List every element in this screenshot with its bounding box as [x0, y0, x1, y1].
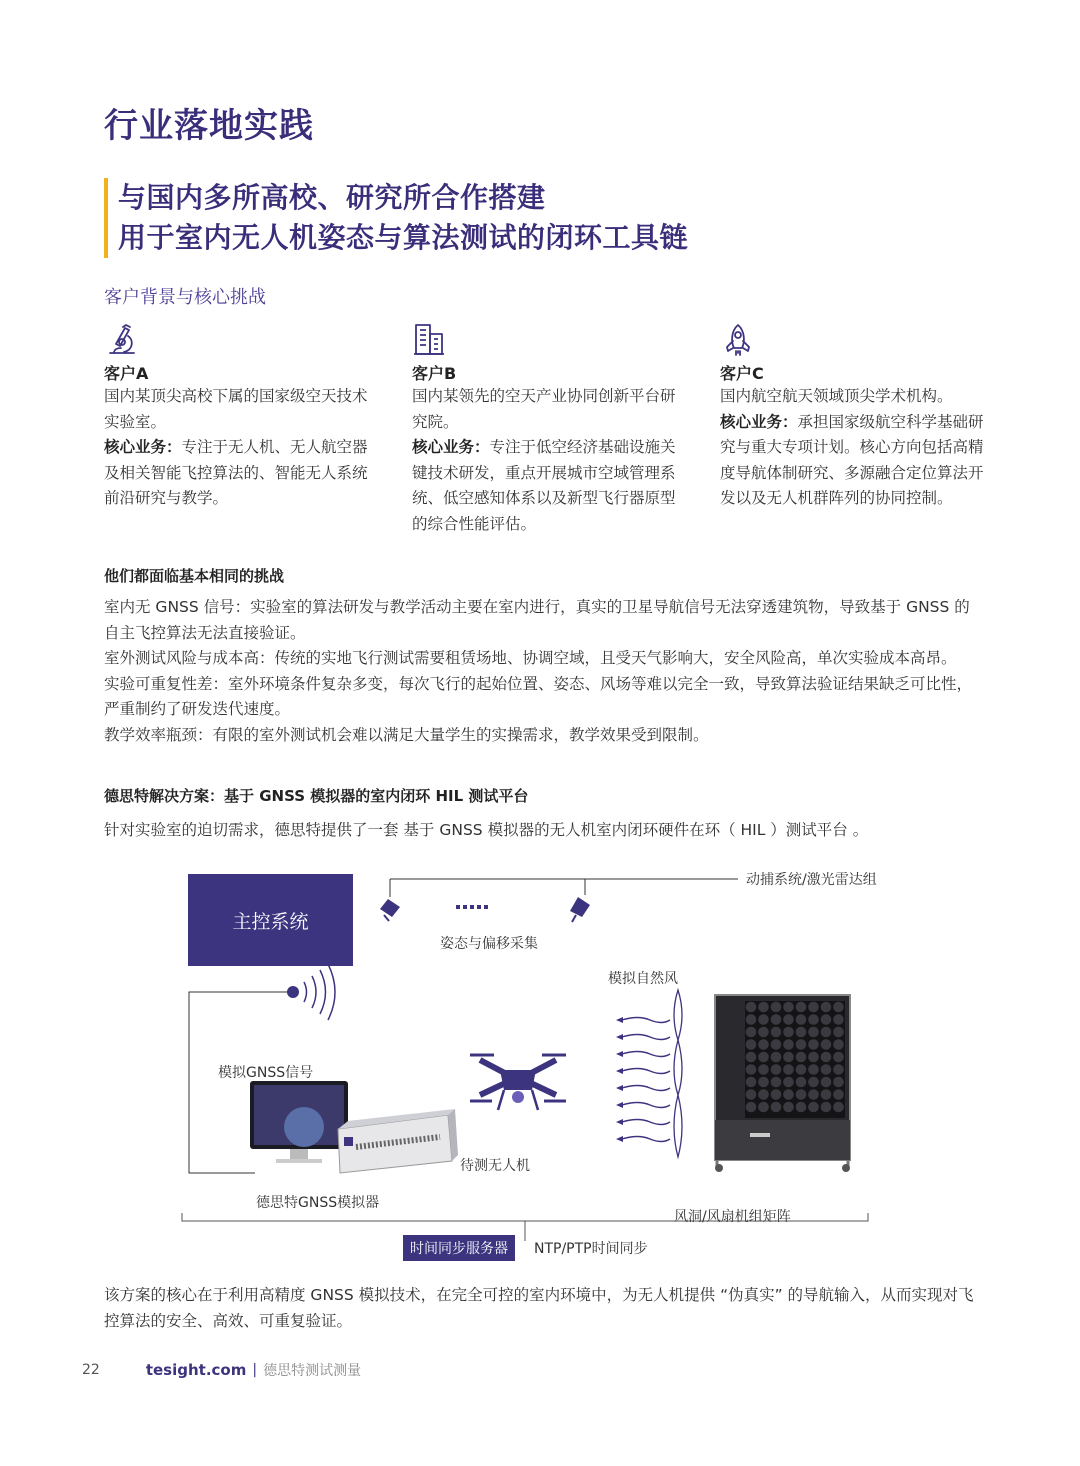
- fan-cell: [796, 1077, 807, 1088]
- footer-separator: |: [252, 1362, 258, 1378]
- fan-cell: [783, 1089, 794, 1100]
- headline-line-2: 用于室内无人机姿态与算法测试的闭环工具链: [118, 221, 689, 254]
- wind-tunnel-label: 风洞/风扇机组矩阵: [674, 1209, 791, 1225]
- fan-cell: [746, 1027, 757, 1038]
- building-icon: [412, 322, 448, 358]
- propeller-blades: [674, 990, 682, 1157]
- solution-heading: 德思特解决方案：基于 GNSS 模拟器的室内闭环 HIL 测试平台: [104, 787, 529, 805]
- fan-cell: [758, 1102, 769, 1113]
- fan-cell: [808, 1089, 819, 1100]
- microscope-icon: [104, 322, 140, 358]
- system-diagram: [180, 865, 900, 1265]
- customer-b-business-label: 核心业务：: [412, 438, 490, 456]
- site-link[interactable]: tesight.com: [145, 1361, 247, 1379]
- fan-cell: [746, 1102, 757, 1113]
- gnss-simulator-label: 德思特GNSS模拟器: [256, 1195, 380, 1211]
- challenge-item: 教学效率瓶颈：有限的室外测试机会难以满足大量学生的实操需求，教学效果受到限制。: [104, 725, 709, 744]
- fan-cell: [821, 1089, 832, 1100]
- fan-cell: [833, 1014, 844, 1025]
- gnss-simulator-image: [338, 1109, 458, 1173]
- fan-cell: [833, 1064, 844, 1075]
- fan-cell: [796, 1064, 807, 1075]
- fan-matrix-image: [715, 995, 850, 1172]
- fan-cell: [783, 1064, 794, 1075]
- drone-image: [470, 1055, 566, 1110]
- fan-cell: [758, 1077, 769, 1088]
- fan-cell: [821, 1052, 832, 1063]
- fan-cell: [771, 1064, 782, 1075]
- customer-a-business-label: 核心业务：: [104, 438, 182, 456]
- fan-cell: [796, 1089, 807, 1100]
- solution-intro: 针对实验室的迫切需求，德思特提供了一套 基于 GNSS 模拟器的无人机室内闭环硬件在环（ HIL ）测试平台 。: [104, 821, 869, 839]
- fan-cell: [833, 1089, 844, 1100]
- fan-cell: [796, 1102, 807, 1113]
- attitude-collection-label: 姿态与偏移采集: [440, 936, 538, 952]
- customer-b-business: 专注于低空经济基础设施关键技术研发，重点开展城市空域管理系统、低空感知体系以及新型飞行器原型的综合性能评估。: [412, 438, 676, 533]
- fan-cell: [808, 1102, 819, 1113]
- fan-cell: [771, 1089, 782, 1100]
- customer-a-description: 国内某顶尖高校下属的国家级空天技术实验室。: [104, 387, 368, 431]
- wind-arrowheads: [616, 1017, 623, 1142]
- customer-c-name: 客户C: [720, 364, 764, 383]
- fan-cell: [771, 1014, 782, 1025]
- fan-cell: [821, 1039, 832, 1050]
- customer-card-c: [720, 322, 990, 512]
- fan-cell: [783, 1102, 794, 1113]
- fan-cell: [783, 1052, 794, 1063]
- customer-b-name: 客户B: [412, 364, 457, 383]
- challenge-item: 实验可重复性差：室外环境条件复杂多变，每次飞行的起始位置、姿态、风场等难以完全一致，导致算法验证结果缺乏可比性，严重制约了研发迭代速度。: [104, 674, 973, 718]
- challenges-heading: 他们都面临基本相同的挑战: [104, 567, 285, 585]
- fan-cell: [758, 1089, 769, 1100]
- challenge-item: 室内无 GNSS 信号：实验室的算法研发与教学活动主要在室内进行，真实的卫星导航信号无法穿透建筑物，导致基于 GNSS 的自主飞控算法无法直接验证。: [104, 598, 970, 642]
- fan-cell: [746, 1039, 757, 1050]
- customer-card-b: [412, 322, 682, 537]
- fan-cell: [808, 1039, 819, 1050]
- fan-cell: [783, 1002, 794, 1013]
- challenges-list: [104, 595, 974, 748]
- drone-under-test-label: 待测无人机: [460, 1158, 530, 1174]
- fan-cell: [746, 1064, 757, 1075]
- fan-cell: [746, 1002, 757, 1013]
- fan-cell: [746, 1014, 757, 1025]
- fan-cell: [758, 1002, 769, 1013]
- fan-cell: [758, 1039, 769, 1050]
- fan-cell: [821, 1014, 832, 1025]
- fan-cell: [758, 1027, 769, 1038]
- fan-cell: [796, 1052, 807, 1063]
- customer-card-a: [104, 322, 374, 512]
- dotted-connector: [456, 905, 488, 909]
- fan-cell: [758, 1064, 769, 1075]
- fan-cell: [808, 1027, 819, 1038]
- fan-cell: [833, 1102, 844, 1113]
- section-label: 客户背景与核心挑战: [104, 287, 266, 308]
- fan-cell: [833, 1039, 844, 1050]
- fan-cell: [771, 1102, 782, 1113]
- simulated-wind-label: 模拟自然风: [608, 971, 678, 987]
- fan-cell: [746, 1052, 757, 1063]
- conclusion-text: 该方案的核心在于利用高精度 GNSS 模拟技术，在完全可控的室内环境中，为无人机提供 “伪真实” 的导航输入，从而实现对飞控算法的安全、高效、可重复验证。: [104, 1286, 974, 1330]
- fan-cell: [783, 1039, 794, 1050]
- fan-cell: [783, 1077, 794, 1088]
- fan-cell: [746, 1089, 757, 1100]
- fan-cell: [771, 1002, 782, 1013]
- fan-cell: [796, 1039, 807, 1050]
- fan-cell: [746, 1077, 757, 1088]
- headline: [104, 178, 688, 258]
- fan-cell: [833, 1027, 844, 1038]
- customer-b-description: 国内某领先的空天产业协同创新平台研究院。: [412, 387, 676, 431]
- fan-cell: [808, 1077, 819, 1088]
- fan-cell: [821, 1077, 832, 1088]
- page-number: 22: [82, 1362, 100, 1378]
- fan-cell: [771, 1039, 782, 1050]
- fan-cell: [808, 1014, 819, 1025]
- fan-cell: [833, 1052, 844, 1063]
- customer-c-business-label: 核心业务：: [720, 412, 798, 431]
- fan-cell: [821, 1027, 832, 1038]
- simulated-gnss-label: 模拟GNSS信号: [218, 1065, 314, 1081]
- fan-cell: [796, 1027, 807, 1038]
- fan-cell: [796, 1014, 807, 1025]
- rocket-icon: [720, 322, 756, 358]
- motion-capture-label: 动捕系统/激光雷达组: [746, 872, 877, 888]
- camera-icon-left: [380, 899, 400, 921]
- fan-cell: [771, 1052, 782, 1063]
- fan-cell: [833, 1077, 844, 1088]
- main-control-box: 主控系统: [188, 874, 353, 966]
- fan-cell: [771, 1077, 782, 1088]
- customer-a-business: 专注于无人机、无人航空器及相关智能飞控算法的、智能无人系统前沿研究与教学。: [104, 438, 368, 507]
- fan-cell: [808, 1002, 819, 1013]
- customer-c-description: 国内航空航天领域顶尖学术机构。: [720, 387, 953, 405]
- time-server-box: 时间同步服务器: [403, 1235, 515, 1261]
- fan-cell: [821, 1102, 832, 1113]
- ntp-ptp-label: NTP/PTP时间同步: [534, 1241, 648, 1257]
- fan-cell: [783, 1027, 794, 1038]
- page-title: 行业落地实践: [104, 106, 314, 146]
- monitor-image: [250, 1081, 348, 1163]
- headline-line-1: 与国内多所高校、研究所合作搭建: [118, 181, 546, 214]
- challenge-item: 室外测试风险与成本高：传统的实地飞行测试需要租赁场地、协调空域，且受天气影响大，安全风险高，单次实验成本高昂。: [104, 649, 957, 667]
- customer-a-name: 客户A: [104, 364, 149, 383]
- fan-cell: [808, 1052, 819, 1063]
- fan-cell: [833, 1002, 844, 1013]
- fan-cell: [758, 1014, 769, 1025]
- fan-cell: [808, 1064, 819, 1075]
- customer-c-business: 承担国家级航空科学基础研究与重大专项计划。核心方向包括高精度导航体制研究、多源融合定位算法开发以及无人机群阵列的协同控制。: [720, 412, 984, 507]
- wind-arrows: [622, 1018, 670, 1142]
- fan-cell: [771, 1027, 782, 1038]
- fan-cell: [783, 1014, 794, 1025]
- fan-cell: [821, 1002, 832, 1013]
- fan-cell: [758, 1052, 769, 1063]
- footer: [82, 1360, 361, 1380]
- camera-icon-right: [570, 897, 590, 922]
- fan-cell: [796, 1002, 807, 1013]
- brand-name: 德思特测试测量: [263, 1363, 362, 1379]
- fan-cell: [821, 1064, 832, 1075]
